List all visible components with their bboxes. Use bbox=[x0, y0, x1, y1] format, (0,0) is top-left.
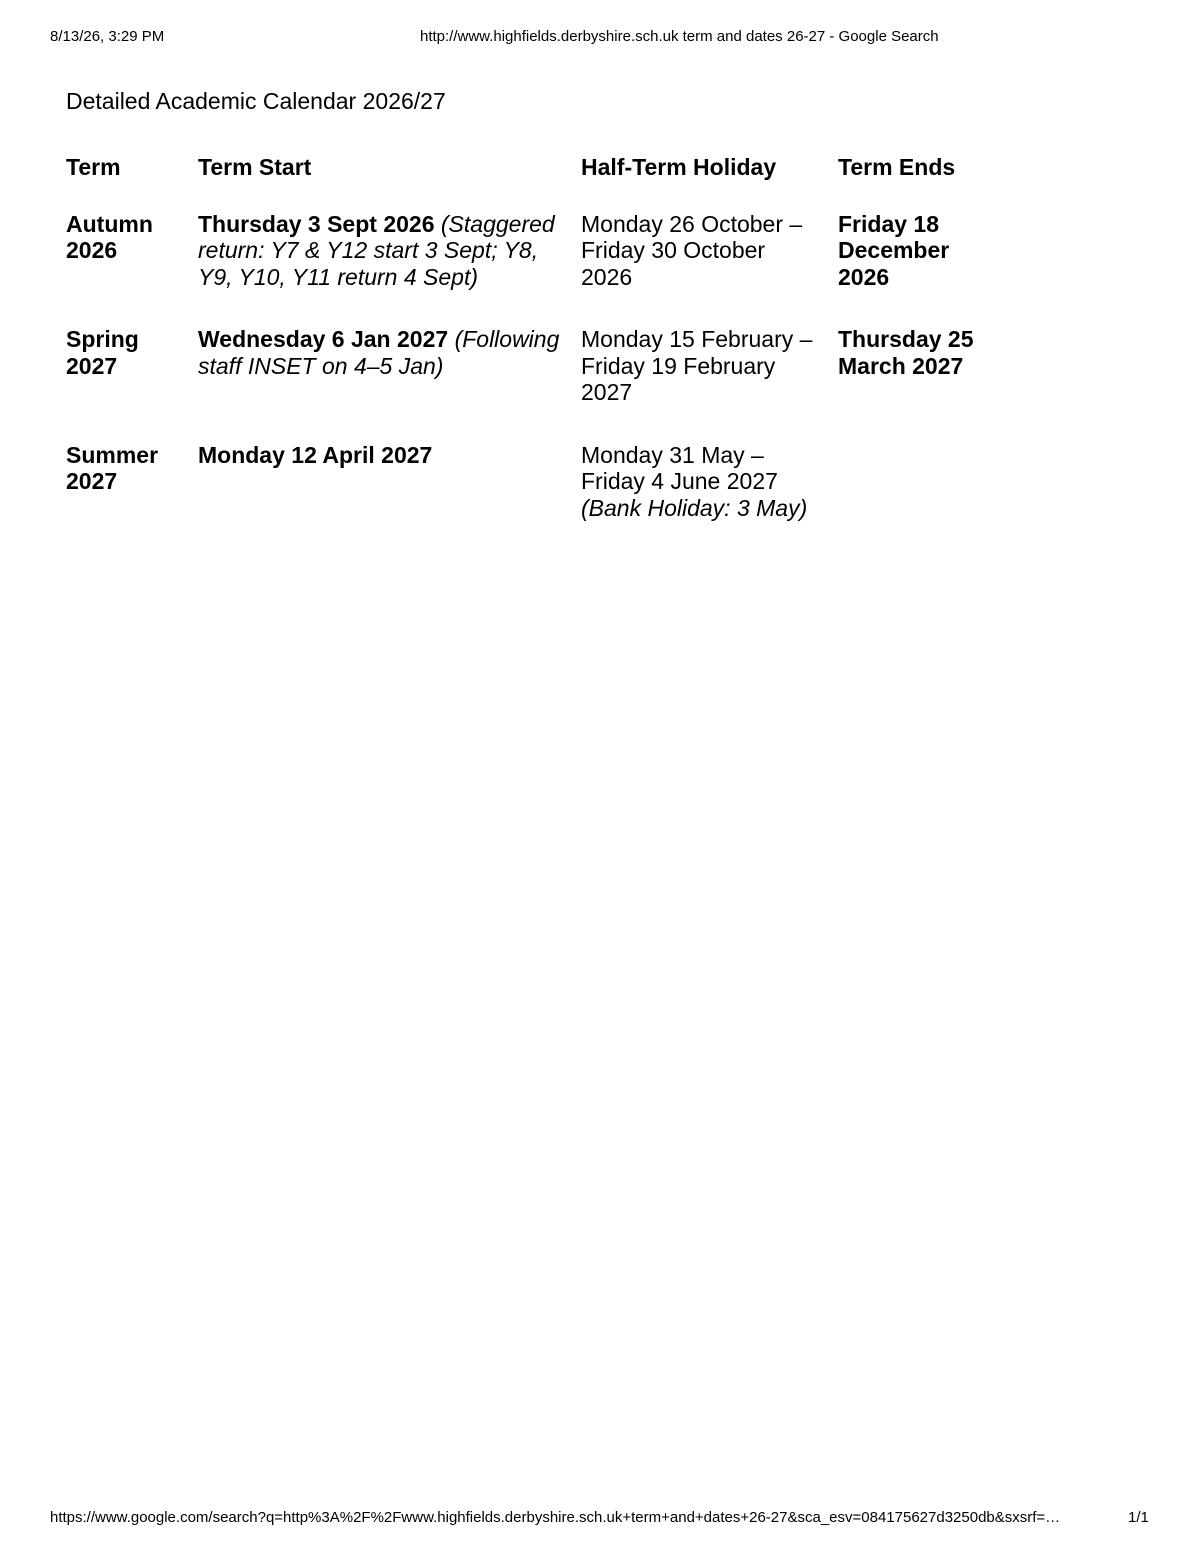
print-datetime: 8/13/26, 3:29 PM bbox=[50, 28, 165, 45]
academic-calendar-table bbox=[66, 154, 1006, 557]
half-term-note: (Bank Holiday: 3 May) bbox=[581, 494, 808, 521]
table-row bbox=[66, 326, 1006, 442]
header-term-start: Term Start bbox=[198, 154, 312, 180]
term-end-date: Thursday 25 March 2027 bbox=[838, 326, 974, 379]
term-start-cell bbox=[198, 442, 581, 558]
header-half-term-holiday: Half-Term Holiday bbox=[581, 154, 777, 180]
half-term-dates: Monday 31 May – Friday 4 June 2027 bbox=[581, 441, 778, 494]
term-name: Summer 2027 bbox=[66, 441, 159, 494]
print-url: https://www.google.com/search?q=http%3A%2F%2Fwww.highfields.derbyshire.sch.uk+term+and+dates+26-27&sca_esv=084175627d3250db&sxsrf=… bbox=[50, 1509, 1061, 1526]
print-page-title: http://www.highfields.derbyshire.sch.uk term and dates 26-27 - Google Search bbox=[420, 28, 939, 45]
header-term-ends: Term Ends bbox=[838, 154, 956, 180]
term-end-date bbox=[838, 442, 1006, 558]
table-row bbox=[66, 211, 1006, 327]
term-start-date: Wednesday 6 Jan 2027 bbox=[198, 326, 449, 352]
term-start-cell bbox=[198, 326, 581, 442]
term-start-date: Monday 12 April 2027 bbox=[198, 441, 433, 468]
term-end-date: Friday 18 December 2026 bbox=[838, 210, 950, 290]
table-header-row bbox=[66, 154, 1006, 211]
table-row bbox=[66, 442, 1006, 558]
print-header bbox=[0, 28, 1200, 48]
term-name: Spring 2027 bbox=[66, 326, 139, 379]
term-start-date: Thursday 3 Sept 2026 bbox=[198, 210, 435, 237]
term-start-note: (Staggered return: Y7 & Y12 start 3 Sept; Y8, Y9, Y10, Y11 return 4 Sept) bbox=[198, 210, 555, 290]
half-term-dates: Monday 26 October – Friday 30 October 2026 bbox=[581, 210, 803, 290]
document-title: Detailed Academic Calendar 2026/27 bbox=[66, 88, 446, 114]
term-start-note: (Following staff INSET on 4–5 Jan) bbox=[198, 326, 560, 379]
term-start-cell bbox=[198, 211, 581, 327]
half-term-cell bbox=[581, 211, 838, 327]
half-term-cell bbox=[581, 326, 838, 442]
header-term: Term bbox=[66, 154, 121, 180]
half-term-cell bbox=[581, 442, 838, 558]
half-term-dates: Monday 15 February – Friday 19 February 2027 bbox=[581, 326, 813, 405]
print-page-number: 1/1 bbox=[1128, 1509, 1149, 1526]
term-name: Autumn 2026 bbox=[66, 210, 153, 263]
